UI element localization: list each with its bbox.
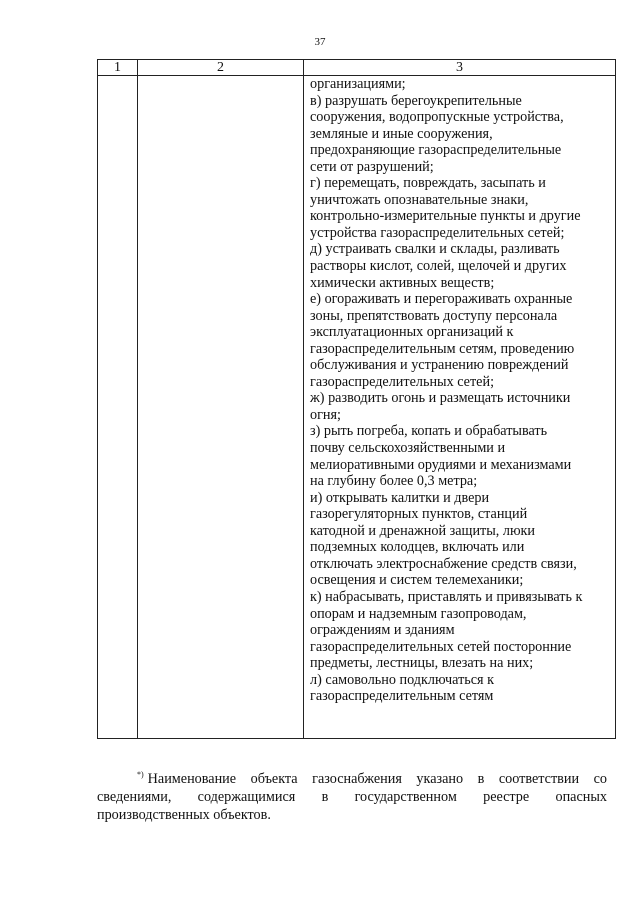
footnote-marker: *) [137, 770, 144, 779]
list-item-line: почву сельскохозяйственными и [310, 440, 506, 457]
table-row [98, 76, 616, 739]
footnote-line [97, 766, 607, 788]
footnote-text-2: сведениями, содержащимися в государственном реестре опасных [97, 789, 607, 805]
list-item-line: сети от разрушений; [310, 158, 434, 175]
list-item-line: на глубину более 0,3 метра; [310, 473, 478, 490]
list-item-line: е) огораживать и перегораживать охранные [310, 291, 573, 308]
column-header-1: 1 [98, 60, 138, 76]
footnote [97, 766, 607, 824]
list-item-line: газораспределительных сетей; [310, 373, 495, 390]
list-item-line: и) открывать калитки и двери [310, 489, 490, 506]
table-header-row [98, 60, 616, 76]
list-item-line: мелиоративными орудиями и механизмами [310, 456, 572, 473]
list-item-line: ж) разводить огонь и размещать источники [310, 390, 571, 407]
list-item-line: д) устраивать свалки и склады, разливать [310, 241, 560, 258]
list-item-line: к) набрасывать, приставлять и привязывать к [310, 588, 583, 605]
list-item-line: катодной и дренажной защиты, люки [310, 522, 536, 539]
list-item-line: предметы, лестницы, влезать на них; [310, 655, 534, 672]
list-item-line: отключать электроснабжение средств связи, [310, 555, 577, 572]
list-item-line: опорам и надземным газопроводам, [310, 605, 527, 622]
table-cell-col3 [304, 76, 616, 739]
list-item-line: растворы кислот, солей, щелочей и других [310, 258, 567, 275]
column-header-3: 3 [304, 60, 616, 76]
list-item-line: ограждениям и зданиям [310, 622, 455, 639]
list-item-line: устройства газораспределительных сетей; [310, 224, 565, 241]
table-cell-col1 [98, 76, 138, 739]
list-item-line: зоны, препятствовать доступу персонала [310, 307, 558, 324]
prohibitions-list [304, 76, 615, 705]
list-item-line: в) разрушать берегоукрепительные [310, 92, 522, 109]
list-item-line: газораспределительным сетям [310, 688, 494, 705]
list-item-line: газорегуляторных пунктов, станций [310, 506, 528, 523]
page-number: 37 [314, 36, 326, 48]
list-item-line: г) перемещать, повреждать, засыпать и [310, 175, 546, 192]
list-item-line: газораспределительных сетей посторонние [310, 638, 572, 655]
table-cell-col2 [138, 76, 304, 739]
requirements-table [97, 59, 616, 739]
list-item-line: эксплуатационных организаций к [310, 324, 514, 341]
footnote-text-1: Наименование объекта газоснабжения указано в соответствии со [147, 771, 607, 787]
list-item-line: контрольно-измерительные пункты и другие [310, 208, 581, 225]
list-item-line: з) рыть погреба, копать и обрабатывать [310, 423, 548, 440]
list-item-line: уничтожать опознавательные знаки, [310, 191, 529, 208]
list-item-line: газораспределительным сетям, проведению [310, 340, 575, 357]
list-item-line: обслуживания и устранению повреждений [310, 357, 569, 374]
list-item-line: предохраняющие газораспределительные [310, 142, 562, 159]
list-item-line: сооружения, водопропускные устройства, [310, 109, 564, 126]
list-item-line: освещения и систем телемеханики; [310, 572, 524, 589]
footnote-text-3: производственных объектов. [97, 807, 271, 823]
list-item-line: подземных колодцев, включать или [310, 539, 525, 556]
list-item-line: химически активных веществ; [310, 274, 495, 291]
list-item-line: огня; [310, 406, 341, 423]
list-item-line: земляные и иные сооружения, [310, 125, 493, 142]
list-item-line: организациями; [310, 76, 406, 92]
list-item-line: л) самовольно подключаться к [310, 671, 495, 688]
column-header-2: 2 [138, 60, 304, 76]
